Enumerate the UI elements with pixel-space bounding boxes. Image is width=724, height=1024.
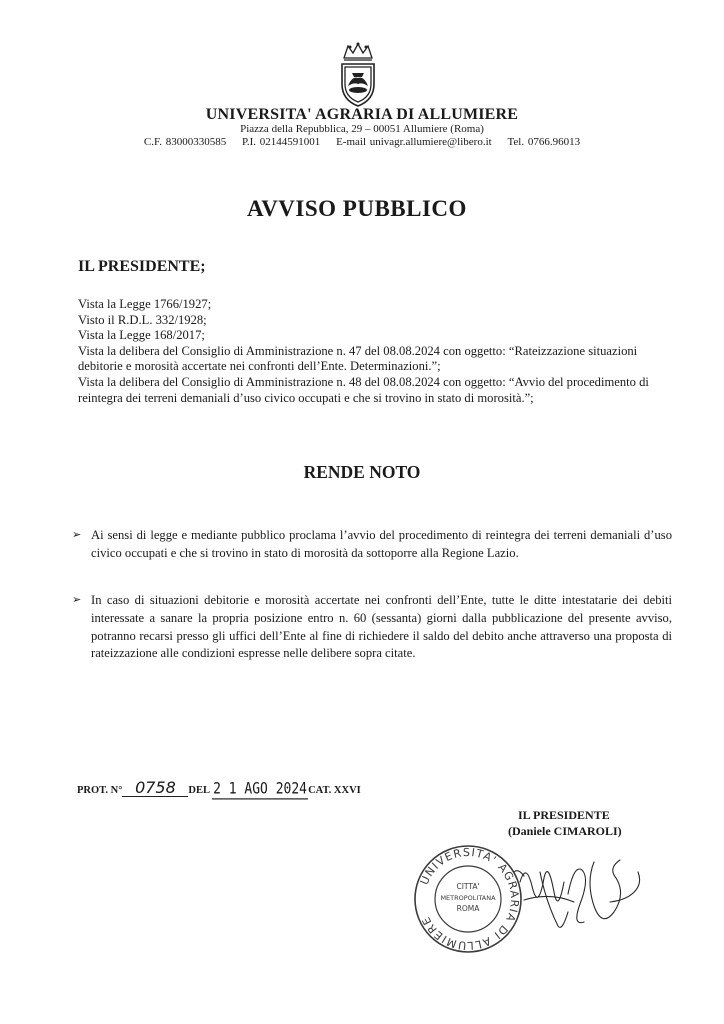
date-label: DEL [188, 785, 210, 796]
category-label: CAT. XXVI [308, 785, 361, 796]
official-seal-stamp [412, 843, 524, 955]
notice-bullet [72, 592, 672, 663]
bullet-text: In caso di situazioni debitorie e morosità accertate nei confronti dell’Ente, tutte le ditte intestatarie dei debiti interessate a sanare la propria posizione entro n. 60 (sessanta) giorni dalla pubblicazione del presente avviso, potranno recarsi presso gli uffici dell’Ente al fine di richiedere il saldo del debito anche attraverso una proposta di rateizzazione alle condizioni espresse nelle delibere sopra citate. [91, 593, 672, 661]
protocol-line [77, 780, 361, 798]
issuer-heading: IL PRESIDENTE; [78, 258, 206, 275]
seal-ring-text: UNIVERSITA' AGRARIA DI ALLUMIERE [417, 845, 522, 953]
phone-number: Tel. 0766.96013 [507, 136, 581, 148]
preamble-item: Vista la Legge 1766/1927; [78, 297, 212, 311]
arrow-bullet-icon: ➢ [72, 529, 82, 541]
notice-bullet [72, 527, 672, 563]
email-address: E-mail univagr.allumiere@libero.it [336, 136, 492, 148]
organization-contacts [0, 136, 724, 148]
preamble-item: Vista la delibera del Consiglio di Amministrazione n. 48 del 08.08.2024 con oggetto: “Avvio del procedimento di reintegra dei terreni demaniali d’uso civico occupati e che si trovino in stato di morosità.”; [78, 374, 649, 405]
signatory-title: IL PRESIDENTE [518, 808, 610, 822]
seal-center-line: CITTA' [456, 882, 480, 891]
seal-center-line: ROMA [456, 904, 480, 913]
protocol-number: 0758 [122, 780, 188, 797]
protocol-label: PROT. N° [77, 785, 123, 796]
arrow-bullet-icon: ➢ [72, 594, 82, 606]
section-heading: RENDE NOTO [303, 462, 421, 482]
signatory-name: (Daniele CIMAROLI) [508, 824, 622, 838]
seal-center-line: METROPOLITANA [440, 894, 496, 902]
organization-name: UNIVERSITA' AGRARIA DI ALLUMIERE [205, 106, 519, 123]
preamble [78, 297, 658, 406]
vat-number: P.I. 02144591001 [242, 136, 321, 148]
organization-address: Piazza della Repubblica, 29 – 00051 Allumiere (Roma) [240, 123, 484, 135]
protocol-date-stamp: 2 1 AGO 2024 [213, 780, 308, 799]
preamble-item: Visto il R.D.L. 332/1928; [78, 312, 207, 327]
preamble-item: Vista la delibera del Consiglio di Amministrazione n. 47 del 08.08.2024 con oggetto: “Rateizzazione situazioni debitorie e morosità accertate nei confronti dell’Ente. Determinazioni.”; [78, 343, 638, 374]
tax-code: C.F. 83000330585 [143, 136, 227, 148]
document-title: AVVISO PUBBLICO [247, 196, 467, 221]
handwritten-signature [510, 842, 648, 942]
bullet-text: Ai sensi di legge e mediante pubblico proclama l’avvio del procedimento di reintegra dei terreni demaniali d’uso civico occupati e che si trovino in stato di morosità da sottoporre alla Regione Lazio. [91, 528, 672, 560]
crest-logo [332, 40, 384, 108]
preamble-item: Vista la Legge 168/2017; [78, 328, 205, 343]
